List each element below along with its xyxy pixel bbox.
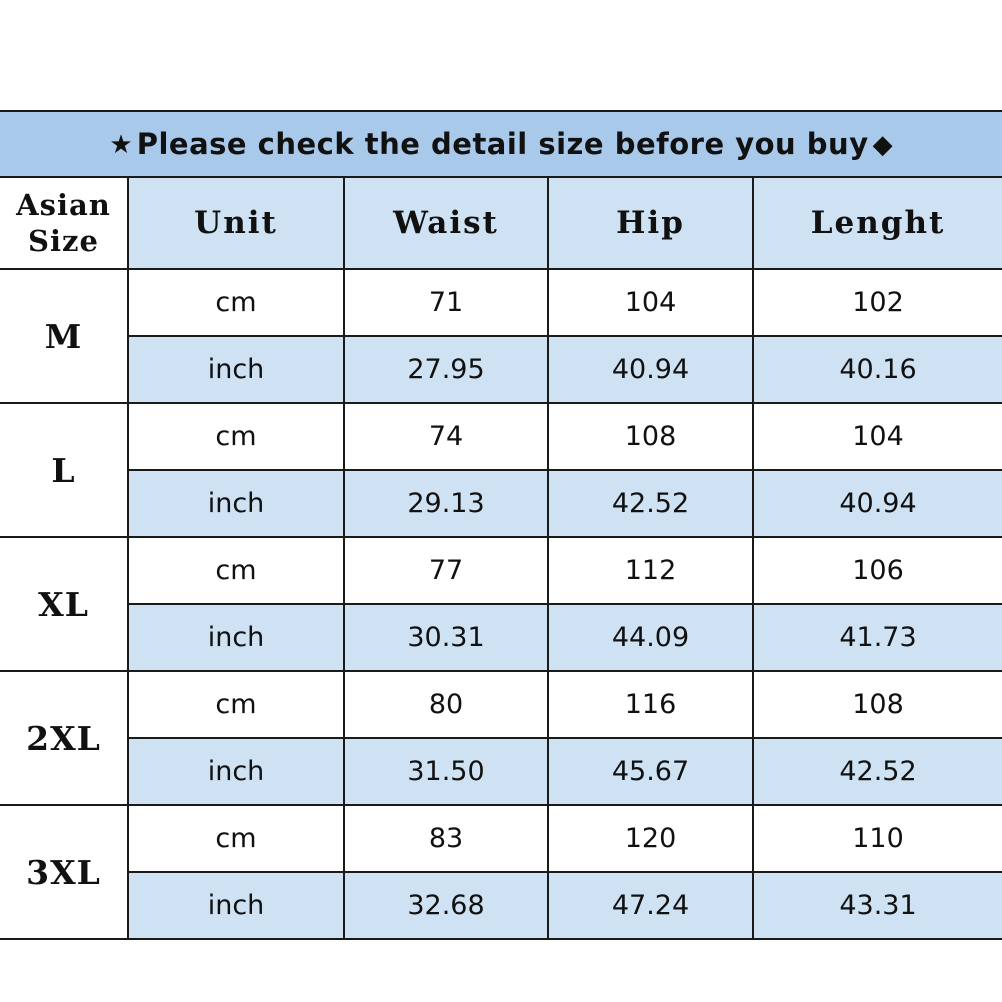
size-label-l: L: [0, 403, 128, 537]
length-inch: 43.31: [753, 872, 1002, 939]
size-chart-table-wrap: [0, 110, 1002, 940]
column-header-lenght: Lenght: [753, 177, 1002, 269]
size-label-2xl: 2XL: [0, 671, 128, 805]
table-row: [0, 671, 1002, 738]
waist-cm: 71: [344, 269, 548, 336]
hip-inch: 47.24: [548, 872, 753, 939]
hip-inch: 42.52: [548, 470, 753, 537]
hip-cm: 108: [548, 403, 753, 470]
table-row: [0, 470, 1002, 537]
table-row: [0, 738, 1002, 805]
banner-cell: [0, 111, 1002, 177]
hip-cm: 112: [548, 537, 753, 604]
unit-inch: inch: [128, 470, 344, 537]
length-inch: 40.94: [753, 470, 1002, 537]
unit-cm: cm: [128, 537, 344, 604]
length-cm: 104: [753, 403, 1002, 470]
unit-cm: cm: [128, 805, 344, 872]
diamond-icon: ◆: [872, 130, 893, 159]
unit-inch: inch: [128, 872, 344, 939]
waist-inch: 31.50: [344, 738, 548, 805]
waist-cm: 80: [344, 671, 548, 738]
table-row: [0, 872, 1002, 939]
length-cm: 110: [753, 805, 1002, 872]
star-icon: ★: [109, 130, 133, 159]
unit-cm: cm: [128, 403, 344, 470]
waist-cm: 83: [344, 805, 548, 872]
waist-inch: 27.95: [344, 336, 548, 403]
banner-text: Please check the detail size before you buy: [136, 127, 869, 161]
waist-inch: 29.13: [344, 470, 548, 537]
banner-row: [0, 111, 1002, 177]
unit-inch: inch: [128, 604, 344, 671]
length-cm: 108: [753, 671, 1002, 738]
column-header-waist: Waist: [344, 177, 548, 269]
unit-inch: inch: [128, 738, 344, 805]
column-header-asian-size: [0, 177, 128, 269]
table-header-row: [0, 177, 1002, 269]
table-row: [0, 604, 1002, 671]
size-label-m: M: [0, 269, 128, 403]
waist-cm: 74: [344, 403, 548, 470]
table-row: [0, 805, 1002, 872]
size-label-3xl: 3XL: [0, 805, 128, 939]
column-header-unit: Unit: [128, 177, 344, 269]
waist-inch: 32.68: [344, 872, 548, 939]
column-header-hip: Hip: [548, 177, 753, 269]
hip-inch: 44.09: [548, 604, 753, 671]
waist-cm: 77: [344, 537, 548, 604]
table-row: [0, 403, 1002, 470]
unit-inch: inch: [128, 336, 344, 403]
length-inch: 42.52: [753, 738, 1002, 805]
size-chart-table: [0, 110, 1002, 940]
asian-size-line1: Asian: [16, 187, 111, 222]
hip-inch: 40.94: [548, 336, 753, 403]
table-row: [0, 336, 1002, 403]
waist-inch: 30.31: [344, 604, 548, 671]
table-row: [0, 269, 1002, 336]
hip-cm: 116: [548, 671, 753, 738]
length-inch: 40.16: [753, 336, 1002, 403]
asian-size-line2: Size: [28, 224, 99, 258]
length-cm: 102: [753, 269, 1002, 336]
length-inch: 41.73: [753, 604, 1002, 671]
length-cm: 106: [753, 537, 1002, 604]
hip-inch: 45.67: [548, 738, 753, 805]
size-label-xl: XL: [0, 537, 128, 671]
unit-cm: cm: [128, 269, 344, 336]
hip-cm: 104: [548, 269, 753, 336]
table-row: [0, 537, 1002, 604]
unit-cm: cm: [128, 671, 344, 738]
hip-cm: 120: [548, 805, 753, 872]
